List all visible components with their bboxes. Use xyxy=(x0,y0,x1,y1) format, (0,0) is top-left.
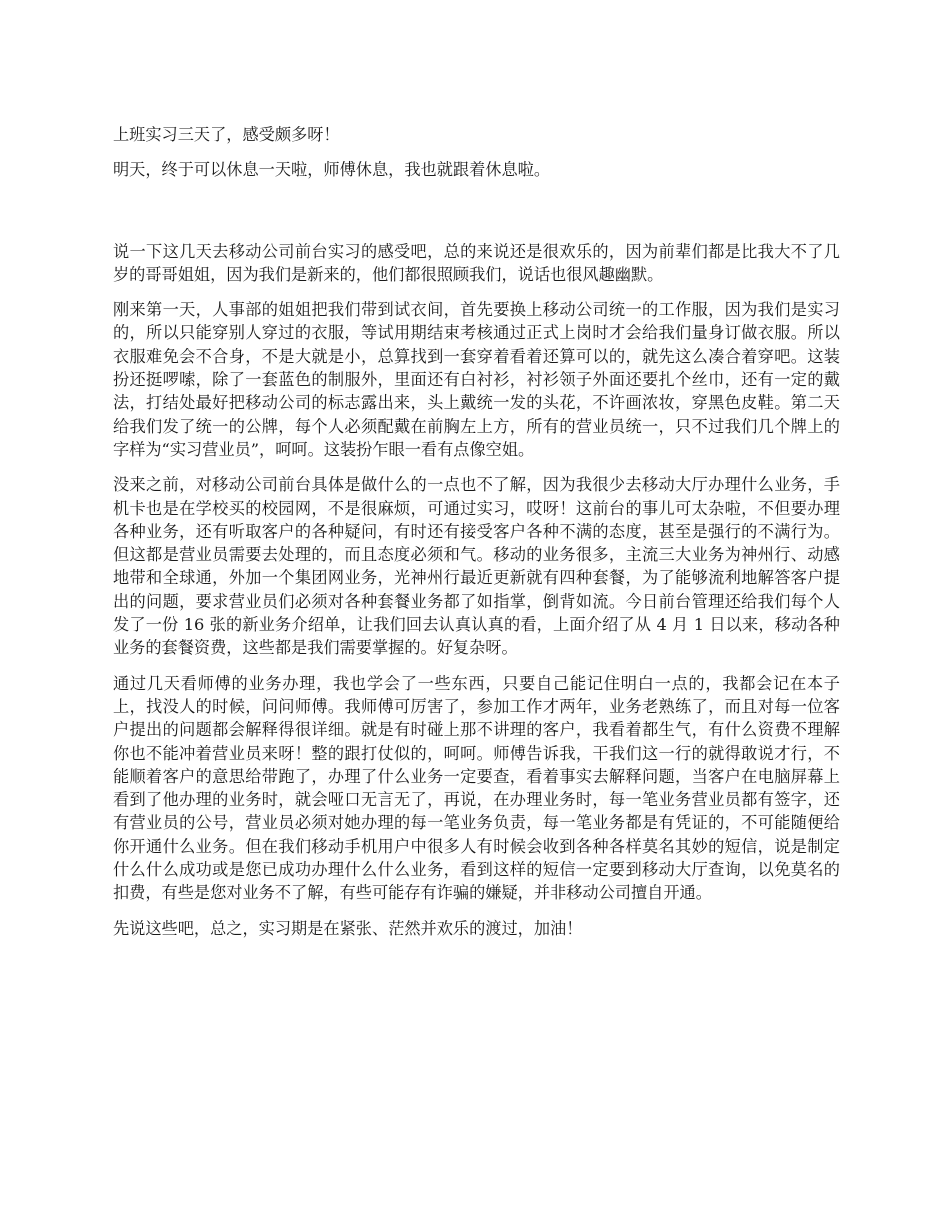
body-paragraph-3: 没来之前，对移动公司前台具体是做什么的一点也不了解，因为我很少去移动大厅办理什么业务，手机卡也是在学校买的校园网，不是很麻烦，可通过实习，哎呀！这前台的事儿可太杂啦，不但要办理各种业务，还有听取客户的各种疑问，有时还有接受客户各种不满的态度，甚至是强行的不满行为。但这都是营业员需要去处理的，而且态度必须和气。移动的业务很多，主流三大业务为神州行、动感地带和全球通，外加一个集团网业务，光神州行最近更新就有四种套餐，为了能够流利地解答客户提出的问题，要求营业员们必须对各种套餐业务都了如指掌，倒背如流。今日前台管理还给我们每个人发了一份 16 张的新业务介绍单，让我们回去认真认真的看，上面介绍了从 4 月 1 日以来，移动各种业务的套餐资费，这些都是我们需要掌握的。好复杂呀。 xyxy=(113,475,840,658)
section-spacer xyxy=(113,194,840,240)
intro-paragraph-1: 上班实习三天了，感受颇多呀！ xyxy=(113,125,340,144)
body-paragraph-4: 通过几天看师傅的业务办理，我也学会了一些东西，只要自己能记住明白一点的，我都会记在本子上，找没人的时候，问问师傅。我师傅可厉害了，参加工作才两年，业务老熟练了，而且对每一位客户提出的问题都会解释得很详细。就是有时碰上那不讲理的客户，我看着都生气，有什么资费不理解你也不能冲着营业员来呀！整的跟打仗似的，呵呵。师傅告诉我，干我们这一行的就得敢说才行，不能顺着客户的意思给带跑了，办理了什么业务一定要查，看着事实去解释问题，当客户在电脑屏幕上看到了他办理的业务时，就会哑口无言无了，再说，在办理业务时，每一笔业务营业员都有签字，还有营业员的公号，营业员必须对她办理的每一笔业务负责，每一笔业务都是有凭证的，不可能随便给你开通什么业务。但在我们移动手机用户中很多人有时候会收到各种各样莫名其妙的短信，说是制定什么什么成功或是您已成功办理什么什么业务，看到这样的短信一定要到移动大厅查询，以免莫名的扣费，有些是您对业务不了解，有些可能存有诈骗的嫌疑，并非移动公司擅自开通。 xyxy=(113,673,840,903)
document-page xyxy=(113,123,840,952)
body-paragraph-1: 说一下这几天去移动公司前台实习的感受吧，总的来说还是很欢乐的，因为前辈们都是比我大不了几岁的哥哥姐姐，因为我们是新来的，他们都很照顾我们，说话也很风趣幽默。 xyxy=(113,241,840,284)
body-paragraph-5: 先说这些吧，总之，实习期是在紧张、茫然并欢乐的渡过，加油！ xyxy=(113,918,583,938)
intro-paragraph-2: 明天，终于可以休息一天啦，师傅休息，我也就跟着休息啦。 xyxy=(113,160,551,180)
body-paragraph-2: 刚来第一天，人事部的姐姐把我们带到试衣间，首先要换上移动公司统一的工作服，因为我们是实习的，所以只能穿别人穿过的衣服，等试用期结束考核通过正式上岗时才会给我们量身订做衣服。所以衣服难免会不合身，不是大就是小，总算找到一套穿着看着还算可以的，就先这么凑合着穿吧。这装扮还挺啰嗦，除了一套蓝色的制服外，里面还有白衬衫，衬衫领子外面还要扎个丝巾，还有一定的戴法，打结处最好把移动公司的标志露出来，头上戴统一发的头花，不许画浓妆，穿黑色皮鞋。第二天给我们发了统一的公牌，每个人必须配戴在前胸左上方，所有的营业员统一，只不过我们几个牌上的字样为“实习营业员”，呵呵。这装扮乍眼一看有点像空姐。 xyxy=(113,300,840,459)
